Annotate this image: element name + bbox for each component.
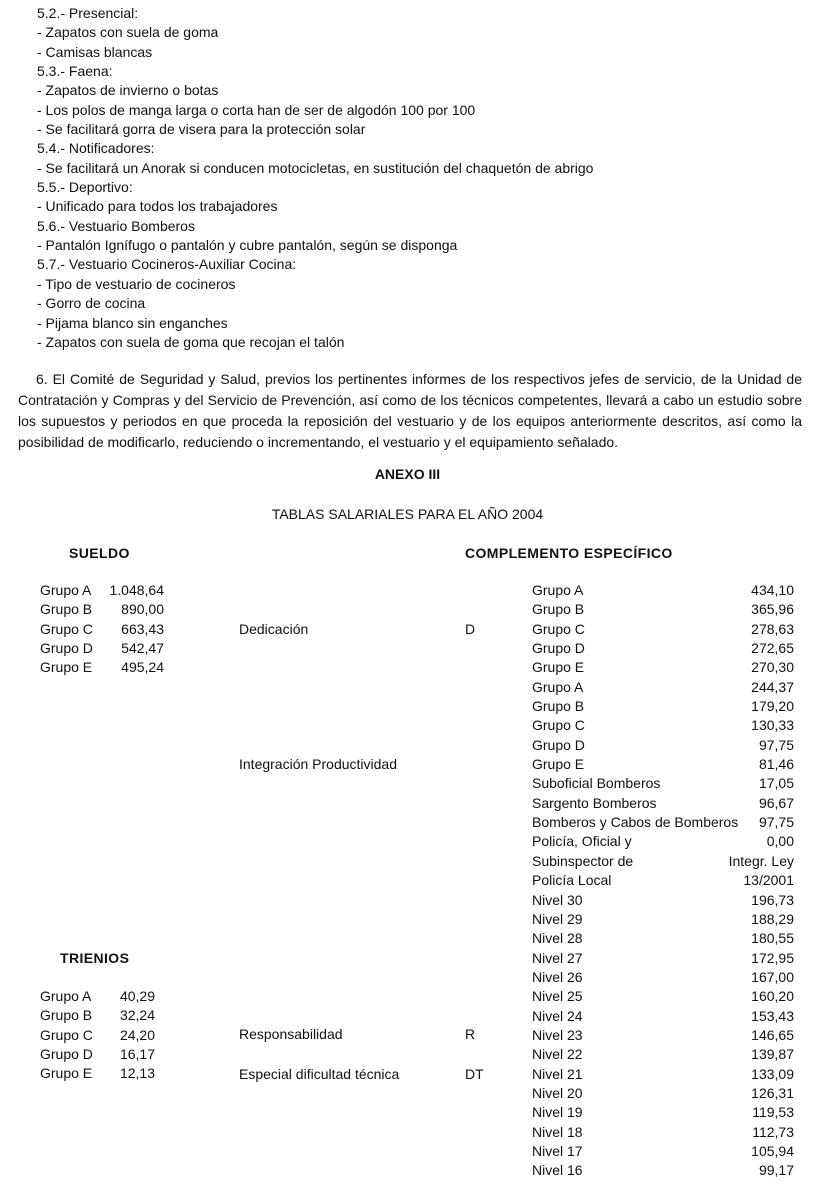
trienios-group: Grupo A xyxy=(40,988,92,1004)
list-line: 5.7.- Vestuario Cocineros-Auxiliar Cocina: xyxy=(37,256,297,273)
complemento-value: 365,96 xyxy=(751,601,794,618)
sueldo-group: Grupo C xyxy=(40,620,93,637)
complemento-value: 17,05 xyxy=(758,775,794,792)
concept-dedicacion-code: D xyxy=(465,621,476,637)
list-line: 5.4.- Notificadores: xyxy=(37,140,155,157)
list-line: - Zapatos de invierno o botas xyxy=(37,82,219,99)
sueldo-value: 663,43 xyxy=(121,620,164,637)
list-line: 5.6.- Vestuario Bomberos xyxy=(37,217,195,234)
complemento-value: 270,30 xyxy=(751,659,794,676)
complemento-values xyxy=(690,581,794,1181)
sueldo-value: 890,00 xyxy=(121,601,164,618)
trienios-group: Grupo D xyxy=(40,1046,93,1063)
complemento-label: Grupo B xyxy=(532,698,585,715)
concept-dificultad: Especial dificultad técnica xyxy=(239,1066,400,1082)
complemento-label: Grupo C xyxy=(532,620,585,637)
list-line: - Se facilitará un Anorak si conducen motocicletas, en sustitución del chaquetón de abrigo xyxy=(37,159,594,176)
complemento-value: 119,53 xyxy=(752,1104,794,1121)
complemento-label: Grupo E xyxy=(532,756,585,773)
complemento-label: Grupo C xyxy=(532,717,585,734)
complemento-value: 13/2001 xyxy=(743,872,794,889)
trienios-group: Grupo E xyxy=(40,1065,93,1082)
complemento-label: Suboficial Bomberos xyxy=(532,775,661,792)
trienios-value: 12,13 xyxy=(119,1065,155,1082)
complemento-value: 133,09 xyxy=(751,1065,794,1082)
concept-responsabilidad-code: R xyxy=(465,1026,476,1042)
complemento-value: 179,20 xyxy=(751,698,794,715)
sueldo-value: 542,47 xyxy=(121,640,164,657)
complemento-value: 188,29 xyxy=(751,910,794,927)
complemento-label: Nivel 18 xyxy=(532,1123,583,1140)
complemento-label: Nivel 23 xyxy=(532,1026,583,1043)
list-line: - Gorro de cocina xyxy=(37,295,146,312)
concept-dificultad-code: DT xyxy=(465,1066,484,1082)
list-line: - Se facilitará gorra de visera para la protección solar xyxy=(37,121,366,138)
paragraph-text: 6. El Comité de Seguridad y Salud, previos los pertinentes informes de los respectivos jefes de servicio, de la Unidad de Contratación y Compras y del Servicio de Prevención, así como de los técnicos competentes, llevará a cabo un estudio sobre los supuestos y periodos en que proceda la reposición del vestuario y de los equipos anteriormente descritos, así como la posibilidad de modificarlo, reduciendo o incrementando, el vestuario y el equipamiento señalado. xyxy=(18,371,802,450)
complemento-label: Nivel 26 xyxy=(532,968,583,985)
sueldo-value: 495,24 xyxy=(121,659,164,676)
list-line: - Zapatos con suela de goma xyxy=(37,24,219,41)
complemento-value: 97,75 xyxy=(758,814,794,831)
sueldo-value: 1.048,64 xyxy=(109,582,164,598)
complemento-label: Grupo A xyxy=(532,678,584,695)
sueldo-group: Grupo E xyxy=(40,659,93,676)
concept-responsabilidad: Responsabilidad xyxy=(239,1026,343,1042)
sueldo-group: Grupo D xyxy=(40,640,93,657)
complemento-value: 272,65 xyxy=(751,640,794,657)
complemento-value: Integr. Ley xyxy=(728,852,794,869)
sueldo-groups xyxy=(40,581,93,678)
complemento-label: Bomberos y Cabos de Bomberos xyxy=(532,814,739,831)
complemento-value: 172,95 xyxy=(751,949,794,966)
trienios-group: Grupo B xyxy=(40,1007,93,1024)
list-line: 5.2.- Presencial: xyxy=(37,5,139,21)
list-line: - Los polos de manga larga o corta han de ser de algodón 100 por 100 xyxy=(37,101,476,118)
complemento-label: Nivel 27 xyxy=(532,949,583,966)
complemento-value: 434,10 xyxy=(751,582,794,598)
annex-title: ANEXO III xyxy=(374,466,441,482)
trienios-value: 16,17 xyxy=(119,1046,155,1063)
complemento-label: Nivel 22 xyxy=(532,1046,583,1063)
complemento-value: 180,55 xyxy=(751,930,794,947)
sueldo-heading: SUELDO xyxy=(69,545,130,561)
complemento-value: 167,00 xyxy=(751,968,794,985)
complemento-label: Policía Local xyxy=(532,872,612,889)
concept-integracion: Integración Productividad xyxy=(239,756,397,772)
complemento-label: Nivel 19 xyxy=(532,1104,583,1121)
list-line: - Camisas blancas xyxy=(37,43,153,60)
complemento-label: Grupo D xyxy=(532,640,585,657)
complemento-label: Nivel 16 xyxy=(532,1162,583,1179)
concept-dedicacion: Dedicación xyxy=(239,621,309,637)
complemento-label: Nivel 20 xyxy=(532,1084,583,1101)
complemento-label: Grupo E xyxy=(532,659,585,676)
complemento-label: Nivel 25 xyxy=(532,988,583,1005)
complemento-value: 97,75 xyxy=(758,736,794,753)
complemento-label: Grupo D xyxy=(532,736,585,753)
trienios-groups xyxy=(40,987,93,1084)
trienios-group: Grupo C xyxy=(40,1026,93,1043)
sueldo-group: Grupo A xyxy=(40,582,92,598)
complemento-value: 112,73 xyxy=(752,1123,794,1140)
complemento-value: 105,94 xyxy=(751,1142,794,1159)
trienios-value: 40,29 xyxy=(119,988,155,1004)
complemento-heading: COMPLEMENTO ESPECÍFICO xyxy=(465,545,673,561)
trienios-heading: TRIENIOS xyxy=(60,950,130,966)
complemento-value: 130,33 xyxy=(751,717,794,734)
list-line: - Pijama blanco sin enganches xyxy=(37,314,228,331)
list-line: - Zapatos con suela de goma que recojan el talón xyxy=(37,333,345,350)
complemento-value: 99,17 xyxy=(758,1162,794,1179)
complemento-value: 146,65 xyxy=(751,1026,794,1043)
complemento-label: Policía, Oficial y xyxy=(532,833,632,850)
complemento-value: 153,43 xyxy=(751,1007,794,1024)
complemento-label: Nivel 29 xyxy=(532,910,583,927)
complemento-label: Nivel 17 xyxy=(532,1142,583,1159)
clothing-list xyxy=(37,4,593,352)
trienios-values xyxy=(100,987,155,1084)
complemento-value: 96,67 xyxy=(758,794,794,811)
list-line: - Unificado para todos los trabajadores xyxy=(37,198,278,215)
paragraph-6 xyxy=(18,369,802,453)
list-line: - Pantalón Ignífugo o pantalón y cubre pantalón, según se disponga xyxy=(37,237,458,254)
list-line: - Tipo de vestuario de cocineros xyxy=(37,275,236,292)
complemento-label: Nivel 24 xyxy=(532,1007,583,1024)
complemento-label: Nivel 21 xyxy=(532,1065,583,1082)
complemento-label: Nivel 28 xyxy=(532,930,583,947)
complemento-value: 160,20 xyxy=(751,988,794,1005)
complemento-label: Grupo B xyxy=(532,601,585,618)
list-line: 5.5.- Deportivo: xyxy=(37,179,133,196)
trienios-value: 32,24 xyxy=(119,1007,155,1024)
sueldo-values xyxy=(100,581,164,678)
complemento-value: 196,73 xyxy=(751,891,794,908)
annex-subtitle: TABLAS SALARIALES PARA EL AÑO 2004 xyxy=(271,506,544,522)
complemento-label: Subinspector de xyxy=(532,852,634,869)
sueldo-group: Grupo B xyxy=(40,601,93,618)
complemento-label: Grupo A xyxy=(532,582,584,598)
complemento-value: 81,46 xyxy=(758,756,794,773)
trienios-value: 24,20 xyxy=(119,1026,155,1043)
complemento-value: 126,31 xyxy=(751,1084,794,1101)
complemento-value: 0,00 xyxy=(766,833,794,850)
complemento-label: Nivel 30 xyxy=(532,891,583,908)
complemento-value: 139,87 xyxy=(751,1046,794,1063)
list-line: 5.3.- Faena: xyxy=(37,63,113,80)
complemento-value: 278,63 xyxy=(751,620,794,637)
complemento-value: 244,37 xyxy=(751,678,794,695)
complemento-label: Sargento Bomberos xyxy=(532,794,657,811)
